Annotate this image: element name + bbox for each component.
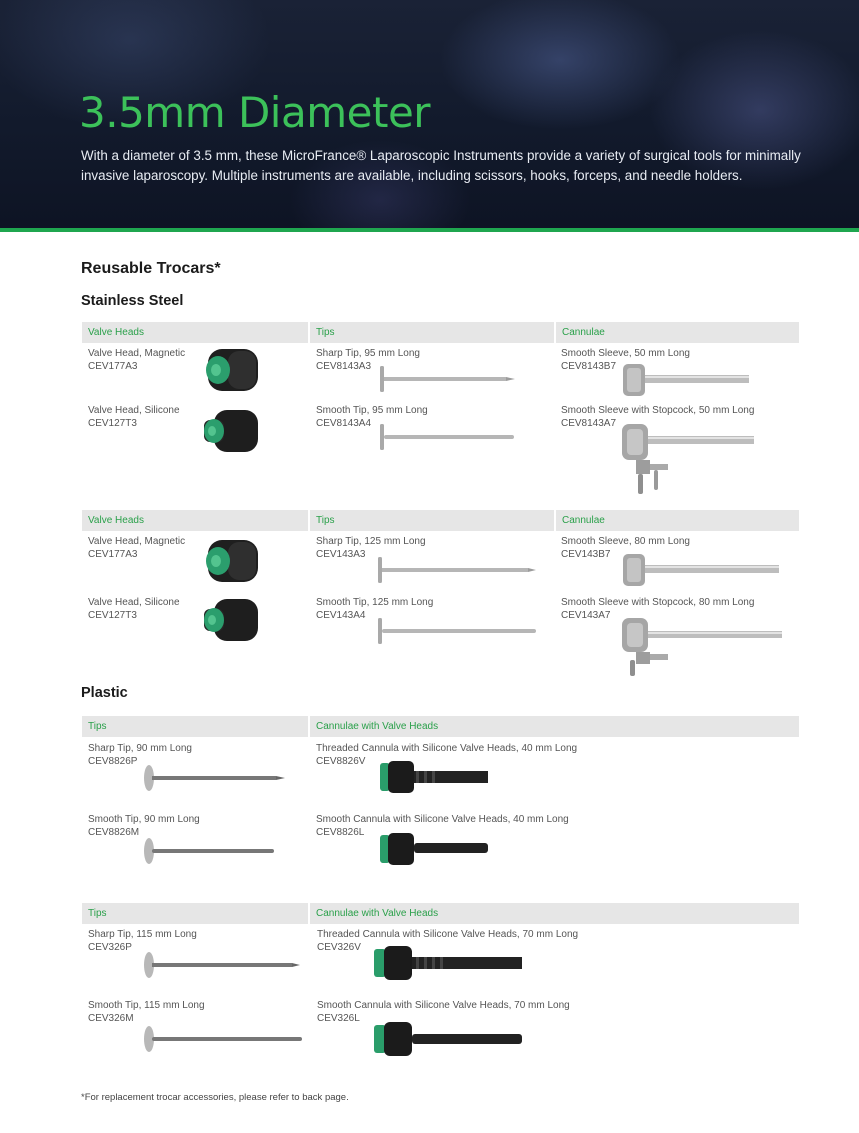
item-label: Valve Head, Magnetic CEV177A3 <box>88 348 186 372</box>
band-valve-heads: Valve Heads <box>82 510 308 531</box>
intro-paragraph: With a diameter of 3.5 mm, these MicroFrance® Laparoscopic Instruments provide a variety of surgical tools for minimally invasive laparoscopy. Multiple instruments are available, including scissors, hooks, forceps, and needle holders. <box>81 148 801 183</box>
plastic-smooth-tip-icon <box>143 1024 308 1054</box>
item-label: Smooth Cannula with Silicone Valve Heads, 40 mm Long CEV8826L <box>316 814 569 838</box>
sleeve-stopcock-icon <box>620 420 760 500</box>
item-label: Smooth Tip, 125 mm Long CEV143A4 <box>316 597 434 621</box>
band-cannulae-valve-heads: Cannulae with Valve Heads <box>310 903 799 924</box>
band-valve-heads: Valve Heads <box>82 322 308 343</box>
plastic-smooth-tip-icon <box>143 836 278 866</box>
plastic-sharp-tip-icon <box>143 950 303 980</box>
item-label: Valve Head, Magnetic CEV177A3 <box>88 536 186 560</box>
hero-banner <box>0 0 859 228</box>
threaded-cannula-icon <box>374 944 526 982</box>
smooth-cannula-icon <box>380 832 492 866</box>
item-label: Smooth Tip, 115 mm Long CEV326M <box>88 1000 205 1024</box>
band-tips: Tips <box>310 322 554 343</box>
sharp-tip-icon <box>378 555 538 585</box>
smooth-sleeve-icon <box>623 362 753 398</box>
item-label: Valve Head, Silicone CEV127T3 <box>88 405 180 429</box>
item-label: Sharp Tip, 90 mm Long CEV8826P <box>88 743 192 767</box>
item-label: Sharp Tip, 95 mm Long CEV8143A3 <box>316 348 420 372</box>
green-divider <box>0 228 859 232</box>
band-tips: Tips <box>82 903 308 924</box>
band-tips: Tips <box>310 510 554 531</box>
smooth-tip-icon <box>378 616 538 646</box>
smooth-tip-icon <box>380 422 520 452</box>
band-cannulae: Cannulae <box>556 510 799 531</box>
band-tips: Tips <box>82 716 308 737</box>
silicone-valve-head-icon <box>200 597 262 643</box>
band-cannulae-valve-heads: Cannulae with Valve Heads <box>310 716 799 737</box>
magnetic-valve-head-icon <box>200 536 262 586</box>
smooth-sleeve-icon <box>623 552 783 588</box>
item-label: Smooth Sleeve, 80 mm Long CEV143B7 <box>561 536 690 560</box>
item-label: Smooth Cannula with Silicone Valve Heads, 70 mm Long CEV326L <box>317 1000 570 1024</box>
item-label: Smooth Sleeve with Stopcock, 50 mm Long CEV8143A7 <box>561 405 755 429</box>
page-title: 3.5mm Diameter <box>79 88 431 137</box>
plastic-sharp-tip-icon <box>143 763 288 793</box>
plastic-title: Plastic <box>81 685 128 701</box>
band-cannulae: Cannulae <box>556 322 799 343</box>
item-label: Threaded Cannula with Silicone Valve Heads, 40 mm Long CEV8826V <box>316 743 578 767</box>
item-label: Smooth Tip, 95 mm Long CEV8143A4 <box>316 405 428 429</box>
stainless-title: Stainless Steel <box>81 293 184 309</box>
silicone-valve-head-icon <box>200 408 262 454</box>
smooth-cannula-icon <box>374 1020 526 1058</box>
sleeve-stopcock-icon <box>620 614 786 680</box>
sharp-tip-icon <box>380 364 520 394</box>
magnetic-valve-head-icon <box>200 345 262 395</box>
item-label: Threaded Cannula with Silicone Valve Heads, 70 mm Long CEV326V <box>317 929 579 953</box>
item-label: Smooth Tip, 90 mm Long CEV8826M <box>88 814 200 838</box>
item-label: Sharp Tip, 125 mm Long CEV143A3 <box>316 536 426 560</box>
item-label: Sharp Tip, 115 mm Long CEV326P <box>88 929 197 953</box>
item-label: Valve Head, Silicone CEV127T3 <box>88 597 180 621</box>
threaded-cannula-icon <box>380 760 492 794</box>
item-label: Smooth Sleeve with Stopcock, 80 mm Long CEV143A7 <box>561 597 755 621</box>
footnote: *For replacement trocar accessories, please refer to back page. <box>81 1092 349 1103</box>
section-title: Reusable Trocars* <box>81 260 221 277</box>
item-label: Smooth Sleeve, 50 mm Long CEV8143B7 <box>561 348 690 372</box>
